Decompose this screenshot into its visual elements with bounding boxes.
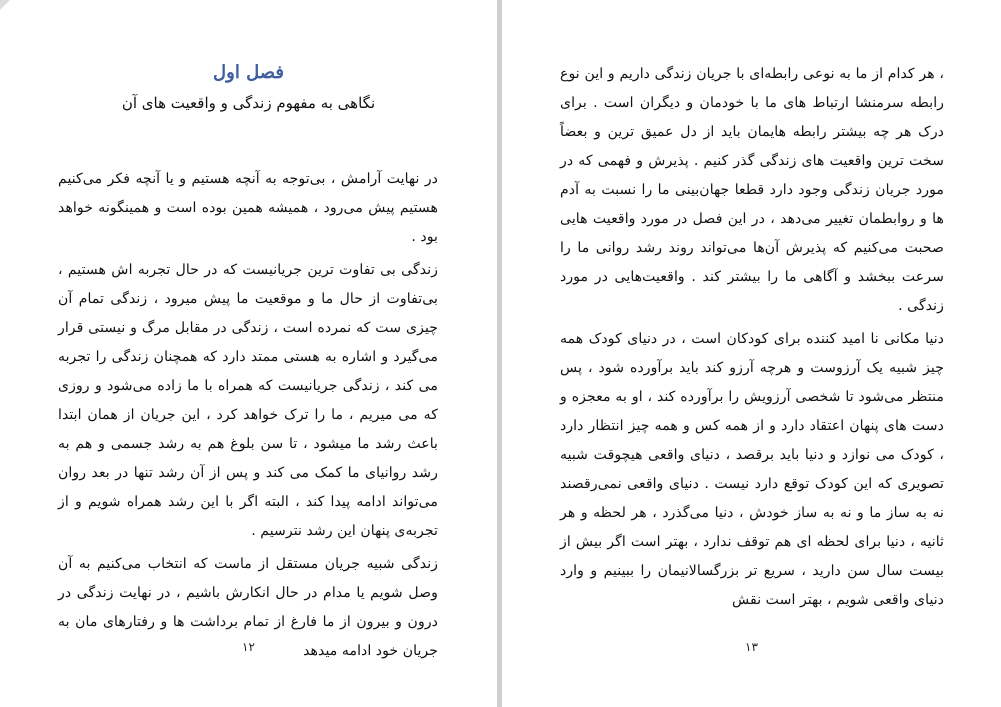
paragraph: زندگی شبیه جریان مستقل از ماست که انتخاب می‌کنیم به آن وصل شویم یا مدام در حال انکارش باشیم ، در نهایت زندگی در درون و بیرون از ما فارغ از تمام برداشت ها و رفتارهای مان به جریان خود ادامه میدهد — [58, 556, 438, 659]
paragraph: زندگی بی تفاوت ترین جریانیست که در حال تجربه اش هستیم ، بی‌تفاوت از حال ما و موقعیت ما پیش میرود ، زندگی تمام آن چیزی ست که نمرده است ، زندگی در مقابل مرگ و نیستی قرار می‌گیرد و اشاره به هستی ممتد دارد که همچنان زندگی را تجربه می کند ، زندگی جریانیست که همراه با ما زاده می‌شود و روزی که می میریم ، ما را ترک خواهد کرد ، این جریان از همان ابتدا باعث رشد ما میشود ، تا سن بلوغ هم به رشد جسمی و هم به رشد روانیای ما کمک می کند و پس از آن رشد تنها در بعد روان می‌تواند ادامه پیدا کند ، البته اگر با این رشد همراه شویم و از تجربه‌ی پنهان این رشد نترسیم . — [58, 262, 438, 539]
paragraph: در نهایت آرامش ، بی‌توجه به آنچه هستیم و یا آنچه فکر می‌کنیم هستیم پیش می‌رود ، همیشه همین بوده است و همینگونه خواهد بود . — [58, 171, 438, 245]
page-number: ۱۲ — [242, 640, 255, 654]
chapter-subtitle: نگاهی به مفهوم زندگی و واقعیت های آن — [121, 94, 376, 112]
paragraph: دنیا مکانی نا امید کننده برای کودکان است ، در دنیای کودک همه چیز شبیه یک آرزوست و هرچه آرزو کند باید برآورده شود ، پس منتظر می‌شود تا شخصی آرزویش را برآورده کند ، او به معجزه و دست های پنهان اعتقاد دارد و از همه کس و همه چیز انتظار دارد ، کودک می نوازد و دنیا باید برقصد ، دنیای واقعی هیچوقت شبیه تصویری که این کودک توقع دارد نیست . دنیای واقعی نمی‌رقصند نه به ساز ما و نه به ساز خودش ، دنیا می‌گذرد ، هر لحظه و هر ثانیه ، دنیا برای لحظه ای هم توقف ندارد ، بهتر است اگر بیش از بیست سال سن دارید ، سریع تر بزرگسالانیمان را ببینیم و وارد دنیای واقعی شویم ، بهتر است نقش — [560, 331, 944, 608]
right-page — [502, 0, 1001, 707]
chapter-title: فصل اول — [213, 62, 284, 83]
right-page-body — [560, 60, 944, 619]
page-number: ۱۳ — [745, 640, 758, 654]
paragraph: ، هر کدام از ما به نوعی رابطه‌ای با جریان زندگی داریم و این نوع رابطه سرمنشا ارتباط های ما با خودمان و دیگران است . برای درک هر چه بیشتر رابطه هایمان باید از دل عمیق ترین و بعضاً سخت ترین واقعیت های زندگی گذر کنیم . پذیرش و فهمی که در مورد جریان زندگی وجود دارد قطعا جهان‌بینی ما را نسبت به آدم ها و روابطمان تغییر می‌دهد ، در این فصل در مورد واقعیت هایی صحبت می‌کنیم که پذیرش آن‌ها می‌تواند روند رشد روانی ما را سرعت ببخشد و آگاهی ما را بیشتر کند . واقعیت‌هایی در مورد زندگی . — [560, 66, 944, 314]
left-page-body — [58, 165, 438, 670]
page-fold-corner — [0, 0, 10, 10]
left-page — [0, 0, 497, 707]
